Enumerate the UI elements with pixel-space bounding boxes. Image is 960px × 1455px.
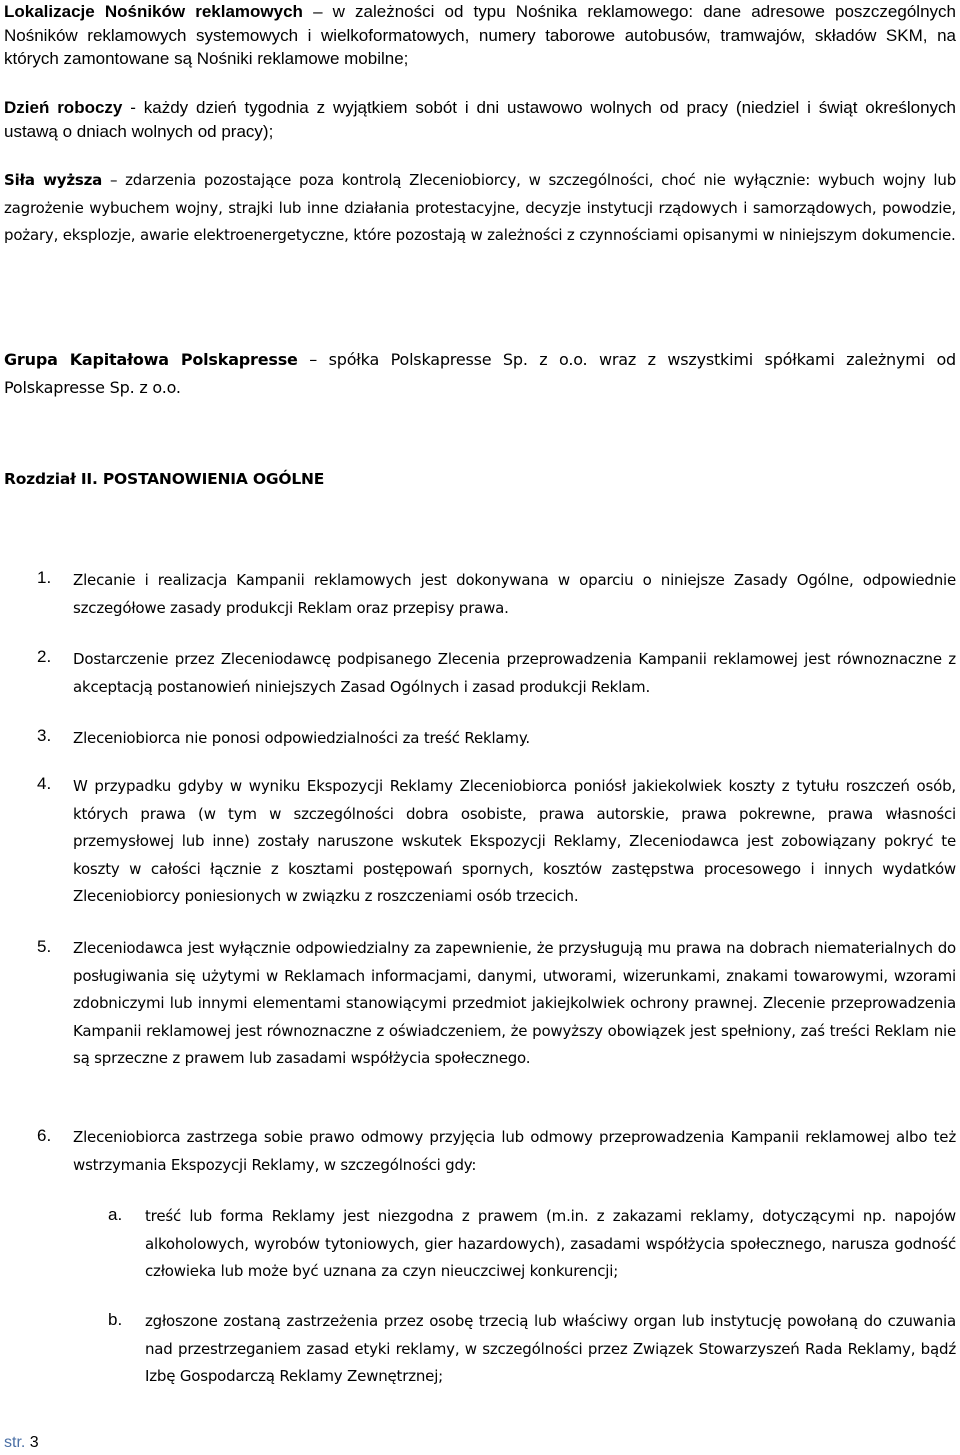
definition-text: zdarzenia pozostające poza kontrolą Zleceniobiorcy, w szczególności, choć nie wyłącznie: wybuch wojny lub zagrożenie wybuchem wojny, strajki lub inne działania protestacyjne, decyzje instytucji rządowych i samorządowych, powodzie, pożary, eksplozje, awarie elektroenergetyczne, które pozostają w zależności z czynnościami opisanymi w niniejszym dokumencie. (4, 171, 957, 244)
item-number: 3. (37, 726, 52, 745)
definition-sila-wyzsza (4, 167, 956, 250)
item-number: 5. (37, 937, 52, 956)
page-footer (4, 1434, 39, 1452)
item-number: 4. (37, 774, 52, 793)
sub-list-item: zgłoszone zostaną zastrzeżenia przez osobę trzecią lub właściwy organ lub instytucję powołaną do czuwania nad przestrzeganiem zasad etyki reklamy, w szczególności przez Związek Stowarzyszeń Rada Reklamy, bądź Izbę Gospodarczą Reklamy Zewnętrznej; (145, 1312, 956, 1385)
sub-list-item: treść lub forma Reklamy jest niezgodna z prawem (m.in. z zakazami reklamy, dotyczącymi np. napojów alkoholowych, wyrobów tytoniowych, gier hazardowych), zasadami współżycia społecznego, narusza godność człowieka lub może być uznana za czyn nieuczciwej konkurencji; (145, 1207, 956, 1280)
definition-lokalizacje (4, 0, 956, 71)
definition-separator: – (102, 171, 126, 189)
definition-term: Grupa Kapitałowa Polskapresse (4, 350, 298, 369)
list-item: W przypadku gdyby w wyniku Ekspozycji Reklamy Zleceniobiorca poniósł jakiekolwiek koszty z tytułu roszczeń osób, których prawa (w tym w szczególności dobra osobiste, prawa autorskie, prawa pokrewne, prawa własności przemysłowej lub inne) zostały naruszone wskutek Ekspozycji Reklamy, Zleceniodawca jest zobowiązany pokryć te koszty w całości łącznie z kosztami postępowań spornych, kosztów zastępstwa procesowego i innych wydatków Zleceniobiorcy poniesionych w związku z roszczeniami osób trzecich. (73, 777, 956, 905)
item-number: 1. (37, 568, 52, 587)
list-item: Zleceniodawca jest wyłącznie odpowiedzialny za zapewnienie, że przysługują mu prawa na dobrach niematerialnych do posługiwania się użytymi w Reklamach informacjami, danymi, utworami, wizerunkami, znakami towarowymi, wzorami zdobniczymi lub innymi elementami stanowiącymi przedmiot jakiejkolwiek ochrony prawnej. Zlecenie przeprowadzenia Kampanii reklamowej jest równoznaczne z oświadczeniem, że powyższy obowiązek jest spełniony, zaś treści Reklam nie są sprzeczne z prawem lub zasadami współżycia społecznego. (73, 939, 956, 1067)
chapter-heading: Rozdział II. POSTANOWIENIA OGÓLNE (4, 470, 325, 488)
subitem-letter: a. (108, 1205, 123, 1224)
item-number: 2. (37, 647, 52, 666)
definition-text: spółka Polskapresse Sp. z o.o. wraz z wszystkimi spółkami zależnymi od Polskapresse Sp. z o.o. (4, 350, 956, 397)
definition-text: w zależności od typu Nośnika reklamowego: dane adresowe poszczególnych Nośników reklamowych systemowych i wielkoformatowych, numery taborowe autobusów, tramwajów, składów SKM, na których zamontowane są Nośniki reklamowe mobilne; (4, 2, 956, 68)
definition-term: Siła wyższa (4, 171, 103, 189)
definition-dzien-roboczy (4, 96, 956, 143)
list-item: Zlecanie i realizacja Kampanii reklamowych jest dokonywana w oparciu o niniejsze Zasady Ogólne, odpowiednie szczegółowe zasady produkcji Reklam oraz przepisy prawa. (73, 571, 956, 617)
definition-term: Lokalizacje Nośników reklamowych (4, 2, 303, 21)
definition-separator: – (297, 350, 329, 369)
page-label: str. (4, 1434, 26, 1451)
list-item: Zleceniobiorca nie ponosi odpowiedzialności za treść Reklamy. (73, 729, 530, 747)
page-number: 3 (29, 1434, 39, 1451)
list-item: Dostarczenie przez Zleceniodawcę podpisanego Zlecenia przeprowadzenia Kampanii reklamowej jest równoznaczne z akceptacją postanowień niniejszych Zasad Ogólnych i zasad produkcji Reklam. (73, 650, 956, 696)
item-number: 6. (37, 1126, 52, 1145)
definition-text: każdy dzień tygodnia z wyjątkiem sobót i dni ustawowo wolnych od pracy (niedziel i świąt określonych ustawą o dniach wolnych od pracy); (4, 98, 956, 141)
subitem-letter: b. (108, 1310, 123, 1329)
definition-grupa-kapitalowa (4, 346, 956, 401)
list-item: Zleceniobiorca zastrzega sobie prawo odmowy przyjęcia lub odmowy przeprowadzenia Kampanii reklamowej albo też wstrzymania Ekspozycji Reklamy, w szczególności gdy: (73, 1128, 956, 1174)
definition-separator: - (122, 98, 144, 117)
definition-separator: – (302, 2, 333, 21)
definition-term: Dzień roboczy (4, 98, 123, 117)
